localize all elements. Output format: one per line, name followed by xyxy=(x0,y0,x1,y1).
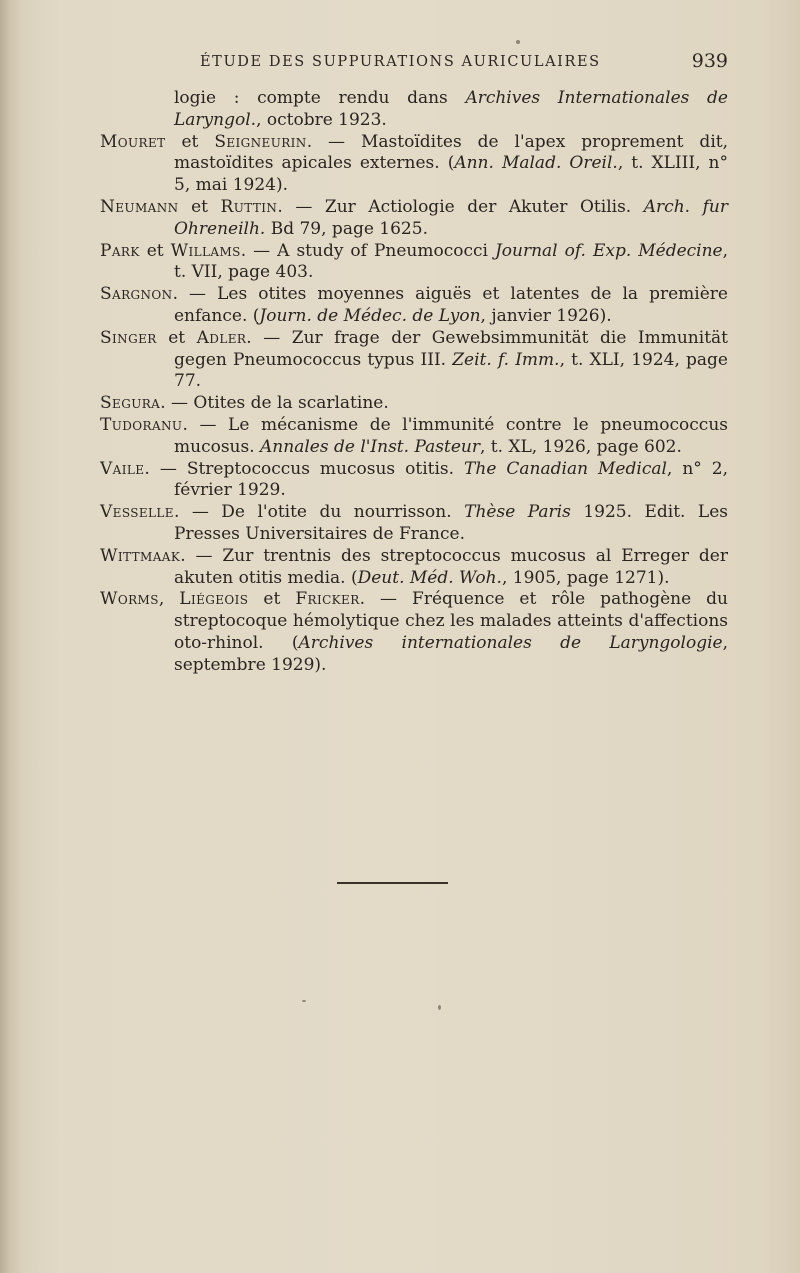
reference-text: , n° 2, février 1929. xyxy=(174,458,728,501)
reference-entry xyxy=(100,393,728,415)
author-name: Fricker xyxy=(295,589,360,610)
publication-title: Archives Internationales de Laryngol. xyxy=(174,88,728,130)
publication-title: Archives internationales de Laryngologie xyxy=(298,632,723,653)
reference-text: , octobre 1923. xyxy=(256,109,387,130)
publication-title: Zeit. f. Imm. xyxy=(452,349,560,370)
publication-title: Annales de l'Inst. Pasteur xyxy=(260,436,480,457)
reference-text: . — Streptococcus mucosus otitis. xyxy=(144,458,465,479)
reference-text: , t. XLI, 1924, page 77. xyxy=(174,349,728,392)
publication-title: Journal of. Exp. Médecine xyxy=(494,240,723,261)
author-name: Vaile xyxy=(100,458,145,479)
author-name: Willams xyxy=(170,240,241,261)
reference-text: , janvier 1926). xyxy=(480,305,612,326)
running-title: ÉTUDE DES SUPPURATIONS AURICULAIRES xyxy=(200,54,601,70)
paper-speck xyxy=(302,1000,306,1002)
reference-text: Bd 79, page 1625. xyxy=(265,218,428,239)
reference-text: , t. XLIII, n° 5, mai 1924). xyxy=(174,153,728,196)
reference-text: . — Fréquence et rôle pathogène du streptocoque hémolytique chez les malades atteints d'affections oto-rhinol. ( xyxy=(174,589,728,653)
reference-text: , 1905, page 1271). xyxy=(501,567,670,588)
reference-text: . — De l'otite du nourrisson. xyxy=(173,502,465,523)
reference-text: . — Zur trentnis des streptococcus mucosus al Erreger der akuten otitis media. ( xyxy=(174,545,728,588)
reference-text: . — Mastoïdites de l'apex proprement dit, mastoïdites apicales externes. ( xyxy=(174,131,728,174)
author-name: Adler xyxy=(196,327,247,348)
author-name: Seigneurin xyxy=(214,131,307,152)
page-header xyxy=(200,50,730,78)
author-name: Ruttin xyxy=(220,196,278,217)
author-name: Singer xyxy=(100,327,157,348)
reference-text: et xyxy=(178,196,221,217)
reference-continuation xyxy=(100,88,728,132)
reference-text: et xyxy=(165,131,215,152)
reference-entry xyxy=(100,589,728,676)
author-name: Tudoranu xyxy=(100,414,183,435)
author-name: Neumann xyxy=(100,196,179,217)
author-name: Sargnon xyxy=(100,284,173,305)
reference-text: , t. XL, 1926, page 602. xyxy=(479,436,682,457)
paper-speck xyxy=(438,1005,441,1010)
end-rule xyxy=(337,882,448,884)
reference-entry xyxy=(100,132,728,197)
reference-entry xyxy=(100,546,728,590)
reference-text: 1925. Edit. Les Presses Universitaires de France. xyxy=(174,502,728,544)
reference-text: . — A study of Pneumococci xyxy=(240,240,495,261)
bibliography-list xyxy=(100,88,728,677)
reference-text: et xyxy=(248,589,296,610)
reference-text: . — Zur Actiologie der Akuter Otilis. xyxy=(277,196,644,217)
reference-text: , xyxy=(158,589,180,610)
reference-entry xyxy=(100,502,728,546)
reference-entry xyxy=(100,241,728,285)
author-name: Worms xyxy=(100,589,159,610)
publication-title: Journ. de Médec. de Lyon xyxy=(259,305,481,326)
publication-title: Thèse Paris xyxy=(464,502,571,523)
reference-text: . — Les otites moyennes aiguës et latentes de la première enfance. ( xyxy=(172,284,728,326)
page-number: 939 xyxy=(691,50,728,72)
publication-title: Deut. Méd. Woh. xyxy=(357,567,502,588)
reference-text: . — Zur frage der Gewebsimmunität die Immunität gegen Pneumococcus typus III. xyxy=(174,327,728,370)
publication-title: The Canadian Medical xyxy=(464,458,667,479)
page-spine-shadow xyxy=(0,0,22,1273)
reference-text: logie : compte rendu dans xyxy=(174,88,466,108)
author-name: Wittmaak xyxy=(100,545,181,566)
author-name: Mouret xyxy=(100,131,166,152)
reference-entry xyxy=(100,415,728,459)
publication-title: Ann. Malad. Oreil. xyxy=(454,153,618,174)
reference-entry xyxy=(100,197,728,241)
reference-text: . — Le mécanisme de l'immunité contre le pneumococcus mucosus. xyxy=(174,414,728,457)
reference-entry xyxy=(100,328,728,393)
reference-text: , septembre 1929). xyxy=(174,632,728,675)
reference-text: , t. VII, page 403. xyxy=(174,240,729,283)
author-name: Liégeois xyxy=(179,589,249,610)
author-name: Segura xyxy=(100,393,161,414)
reference-text: . — Otites de la scarlatine. xyxy=(160,393,389,414)
reference-text: et xyxy=(139,240,171,261)
reference-entry xyxy=(100,459,728,503)
author-name: Park xyxy=(100,240,140,261)
reference-text: et xyxy=(156,327,197,348)
reference-entry xyxy=(100,284,728,328)
publication-title: Arch. fur Ohreneilh. xyxy=(174,196,728,239)
author-name: Vesselle xyxy=(100,502,174,523)
paper-speck xyxy=(516,40,520,44)
